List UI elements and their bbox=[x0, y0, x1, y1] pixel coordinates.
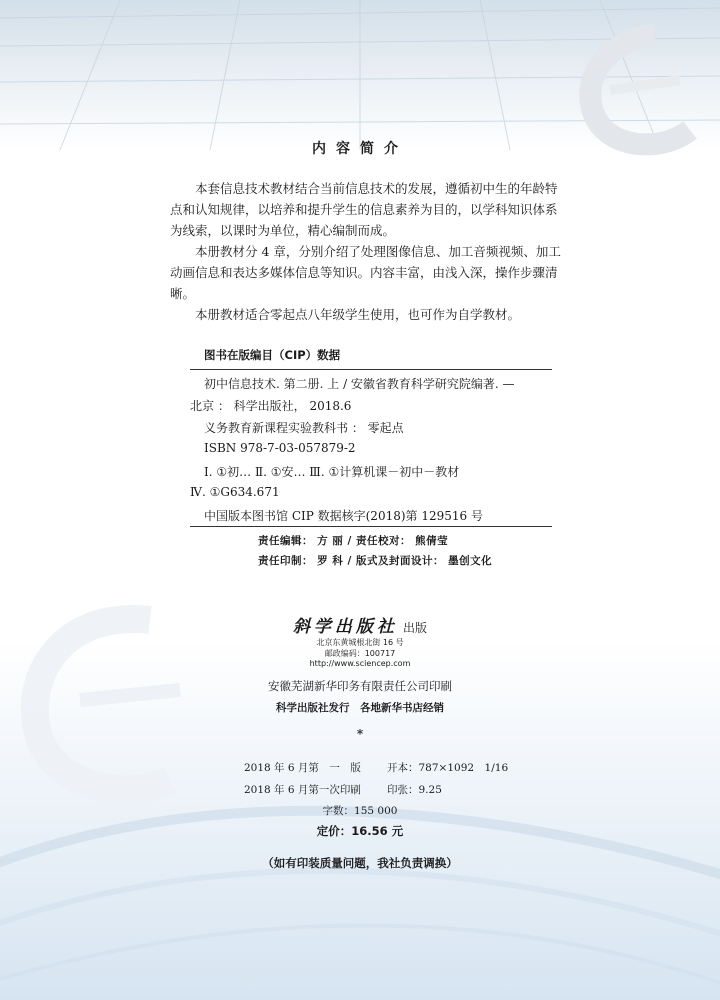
separator-star: * bbox=[356, 727, 364, 741]
publisher-postcode: 邮政编码：100717 bbox=[324, 649, 396, 658]
editor-line-2: 责任印制： 罗 科 / 版式及封面设计： 墨创文化 bbox=[258, 555, 493, 567]
cip-bottom-rule bbox=[190, 526, 552, 527]
cip-publisher-line: 北京 ： 科学出版社， 2018.6 bbox=[190, 399, 352, 413]
cip-isbn-line: ISBN 978-7-03-057879-2 bbox=[204, 441, 356, 455]
cip-record-line: 中国版本图书馆 CIP 数据核字(2018)第 129516 号 bbox=[204, 509, 483, 523]
print-line: 2018 年 6 月第一次印刷 bbox=[244, 784, 361, 796]
cip-heading: 图书在版编目（CIP）数据 bbox=[204, 348, 341, 362]
publisher-website: http://www.sciencep.com bbox=[309, 659, 411, 668]
cip-subject-line: Ⅰ. ①初… Ⅱ. ①安… Ⅲ. ①计算机课－初中－教材 bbox=[204, 465, 460, 479]
editor-line-1: 责任编辑： 方 丽 / 责任校对： 熊倩莹 bbox=[258, 535, 449, 547]
cip-top-rule bbox=[190, 369, 552, 370]
format-line: 开本：787×1092 1/16 bbox=[387, 762, 509, 774]
cip-classification-line: Ⅳ. ①G634.671 bbox=[190, 485, 280, 499]
summary-paragraph-2: 本册教材分 4 章，分别介绍了处理图像信息、加工音频视频、加工动画信息和表达多媒体信息等知识。内容丰富，由浅入深，操作步骤清晰。 bbox=[170, 244, 561, 301]
cip-series-line: 义务教育新课程实验教科书 ： 零起点 bbox=[204, 421, 404, 435]
publisher-logo-text: 斜学出版社 bbox=[292, 617, 398, 637]
summary-paragraph-3: 本册教材适合零起点八年级学生使用，也可作为自学教材。 bbox=[195, 307, 521, 322]
publisher-address: 北京东黄城根北街 16 号 bbox=[316, 638, 404, 647]
publisher-row bbox=[0, 612, 720, 637]
sheets-line: 印张：9.25 bbox=[387, 784, 442, 796]
page-title: 内容简介 bbox=[312, 141, 408, 157]
edition-line: 2018 年 6 月第 一 版 bbox=[244, 762, 361, 774]
cip-title-line: 初中信息技术. 第二册. 上 / 安徽省教育科学研究院编著. — bbox=[204, 377, 515, 391]
distribution-line: 科学出版社发行 各地新华书店经销 bbox=[276, 702, 444, 714]
publisher-suffix: 出版 bbox=[403, 621, 428, 635]
word-count-line: 字数：155 000 bbox=[322, 805, 398, 817]
printer-line: 安徽芜湖新华印务有限责任公司印刷 bbox=[268, 679, 452, 693]
price-line: 定价：16.56 元 bbox=[316, 824, 404, 838]
quality-note: （如有印装质量问题，我社负责调换） bbox=[262, 856, 458, 870]
summary-paragraph-1: 本套信息技术教材结合当前信息技术的发展，遵循初中生的年龄特点和认知规律，以培养和提升学生的信息素养为目的，以学科知识体系为线索，以课时为单位，精心编制而成。 bbox=[170, 181, 558, 238]
